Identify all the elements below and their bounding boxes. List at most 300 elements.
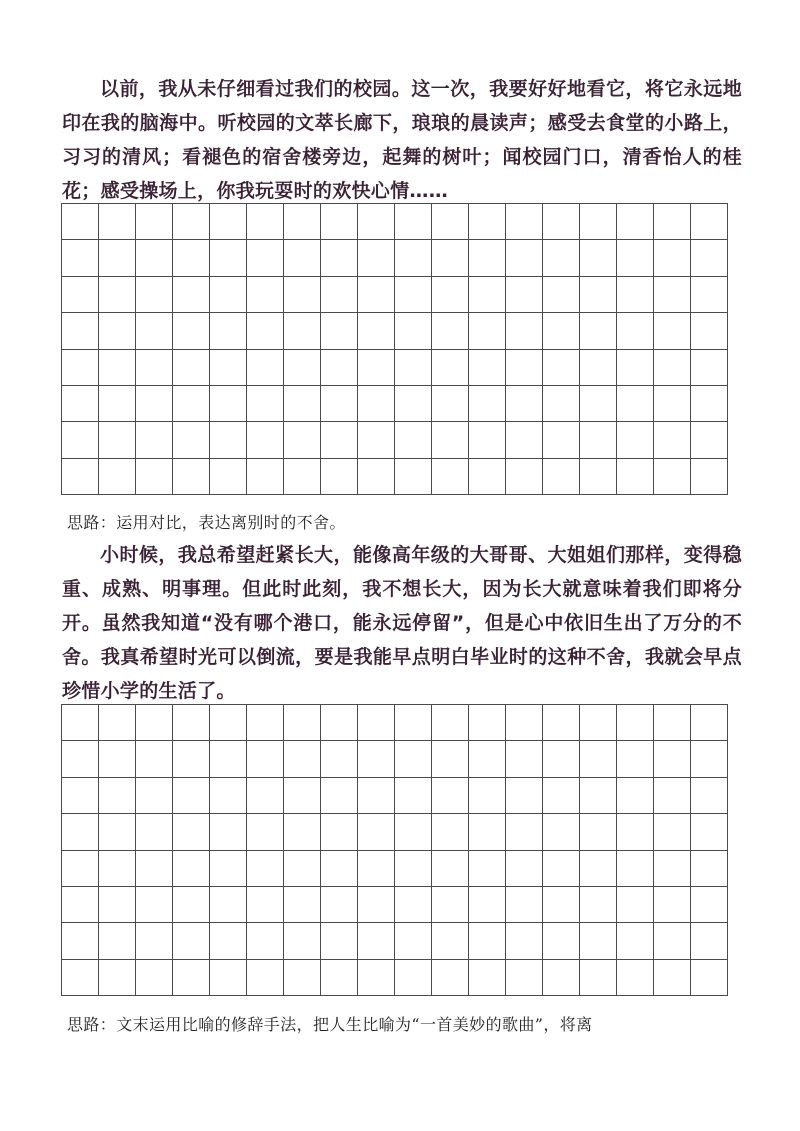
grid-cell <box>617 814 654 850</box>
grid-cell <box>136 923 173 959</box>
grid-cell <box>617 850 654 886</box>
grid-cell <box>284 240 321 276</box>
grid-cell <box>617 741 654 777</box>
grid-cell <box>617 276 654 312</box>
grid-cell <box>99 814 136 850</box>
grid-cell <box>432 959 469 995</box>
grid-cell <box>210 705 247 741</box>
grid-cell <box>580 777 617 813</box>
grid-cell <box>543 276 580 312</box>
grid-cell <box>691 422 728 458</box>
grid-cell <box>506 349 543 385</box>
grid-cell <box>432 705 469 741</box>
grid-cell <box>284 705 321 741</box>
grid-cell <box>580 850 617 886</box>
grid-cell <box>284 777 321 813</box>
grid-row <box>62 850 728 886</box>
grid-cell <box>691 313 728 349</box>
grid-cell <box>284 458 321 494</box>
grid-cell <box>321 204 358 240</box>
grid-cell <box>284 814 321 850</box>
grid-cell <box>543 886 580 922</box>
grid-cell <box>654 276 691 312</box>
grid-cell <box>691 385 728 421</box>
grid-cell <box>358 777 395 813</box>
grid-cell <box>173 349 210 385</box>
grid-cell <box>210 276 247 312</box>
grid-cell <box>62 422 99 458</box>
grid-cell <box>99 204 136 240</box>
grid-cell <box>284 886 321 922</box>
grid-cell <box>469 385 506 421</box>
grid-cell <box>469 458 506 494</box>
grid-cell <box>395 850 432 886</box>
grid-cell <box>173 385 210 421</box>
grid-cell <box>210 349 247 385</box>
grid-row <box>62 705 728 741</box>
grid-cell <box>580 741 617 777</box>
grid-cell <box>580 313 617 349</box>
grid-cell <box>432 923 469 959</box>
grid-cell <box>395 240 432 276</box>
grid-cell <box>173 741 210 777</box>
grid-cell <box>395 705 432 741</box>
grid-cell <box>210 422 247 458</box>
grid-cell <box>432 777 469 813</box>
grid-cell <box>506 777 543 813</box>
grid-cell <box>247 777 284 813</box>
grid-cell <box>617 705 654 741</box>
writing-grid-2 <box>61 704 728 996</box>
grid-cell <box>210 959 247 995</box>
grid-cell <box>136 705 173 741</box>
grid-cell <box>432 741 469 777</box>
grid-cell <box>99 240 136 276</box>
grid-cell <box>395 422 432 458</box>
grid-cell <box>358 886 395 922</box>
grid-cell <box>210 923 247 959</box>
grid-cell <box>210 313 247 349</box>
grid-cell <box>247 705 284 741</box>
grid-cell <box>136 349 173 385</box>
grid-cell <box>284 959 321 995</box>
grid-cell <box>691 276 728 312</box>
grid-cell <box>62 777 99 813</box>
grid-cell <box>321 422 358 458</box>
grid-cell <box>395 741 432 777</box>
grid-cell <box>617 422 654 458</box>
grid-cell <box>62 313 99 349</box>
grid-cell <box>506 276 543 312</box>
grid-cell <box>321 923 358 959</box>
grid-cell <box>395 385 432 421</box>
grid-cell <box>469 886 506 922</box>
grid-cell <box>506 204 543 240</box>
grid-cell <box>62 741 99 777</box>
grid-cell <box>580 959 617 995</box>
grid-cell <box>432 349 469 385</box>
grid-cell <box>62 959 99 995</box>
grid-cell <box>469 705 506 741</box>
grid-cell <box>543 814 580 850</box>
grid-cell <box>469 349 506 385</box>
grid-cell <box>543 741 580 777</box>
grid-cell <box>62 385 99 421</box>
grid-row <box>62 458 728 494</box>
grid-cell <box>617 385 654 421</box>
grid-cell <box>543 458 580 494</box>
grid-cell <box>99 705 136 741</box>
grid-row <box>62 923 728 959</box>
grid-cell <box>506 923 543 959</box>
grid-cell <box>247 349 284 385</box>
grid-cell <box>210 850 247 886</box>
grid-cell <box>543 313 580 349</box>
grid-cell <box>654 240 691 276</box>
grid-cell <box>580 458 617 494</box>
grid-cell <box>99 313 136 349</box>
grid-row <box>62 741 728 777</box>
grid-cell <box>210 240 247 276</box>
grid-cell <box>654 458 691 494</box>
grid-row <box>62 777 728 813</box>
grid-cell <box>395 777 432 813</box>
grid-cell <box>173 240 210 276</box>
grid-cell <box>358 741 395 777</box>
grid-cell <box>617 204 654 240</box>
grid-cell <box>321 777 358 813</box>
grid-cell <box>284 349 321 385</box>
grid-cell <box>506 240 543 276</box>
grid-cell <box>580 422 617 458</box>
grid-cell <box>580 349 617 385</box>
grid-cell <box>247 458 284 494</box>
grid-cell <box>62 705 99 741</box>
grid-cell <box>506 385 543 421</box>
grid-cell <box>543 959 580 995</box>
grid-cell <box>247 422 284 458</box>
grid-cell <box>321 850 358 886</box>
grid-cell <box>358 276 395 312</box>
grid-row <box>62 814 728 850</box>
grid-cell <box>358 850 395 886</box>
grid-cell <box>210 458 247 494</box>
grid-cell <box>358 814 395 850</box>
grid-cell <box>395 276 432 312</box>
grid-cell <box>469 422 506 458</box>
grid-cell <box>136 886 173 922</box>
grid-row <box>62 385 728 421</box>
grid-cell <box>62 814 99 850</box>
grid-row <box>62 240 728 276</box>
grid-cell <box>506 886 543 922</box>
grid-cell <box>62 349 99 385</box>
grid-cell <box>136 204 173 240</box>
grid-cell <box>284 923 321 959</box>
grid-cell <box>284 741 321 777</box>
grid-cell <box>691 923 728 959</box>
grid-cell <box>654 313 691 349</box>
grid-cell <box>691 741 728 777</box>
grid-cell <box>173 705 210 741</box>
grid-cell <box>691 705 728 741</box>
grid-cell <box>469 741 506 777</box>
grid-cell <box>469 959 506 995</box>
grid-cell <box>469 850 506 886</box>
grid-cell <box>358 458 395 494</box>
grid-cell <box>321 959 358 995</box>
grid-cell <box>173 814 210 850</box>
grid-cell <box>247 204 284 240</box>
grid-cell <box>469 814 506 850</box>
grid-cell <box>432 850 469 886</box>
grid-cell <box>580 705 617 741</box>
grid-cell <box>321 458 358 494</box>
grid-cell <box>469 923 506 959</box>
grid-cell <box>358 705 395 741</box>
grid-cell <box>691 458 728 494</box>
grid-cell <box>358 422 395 458</box>
grid-cell <box>580 886 617 922</box>
grid-cell <box>358 240 395 276</box>
grid-cell <box>358 204 395 240</box>
grid-cell <box>173 422 210 458</box>
grid-cell <box>136 777 173 813</box>
grid-cell <box>543 204 580 240</box>
grid-cell <box>691 850 728 886</box>
grid-cell <box>62 204 99 240</box>
grid-cell <box>321 385 358 421</box>
grid-cell <box>654 422 691 458</box>
grid-cell <box>395 814 432 850</box>
grid-cell <box>654 204 691 240</box>
grid-cell <box>432 385 469 421</box>
grid-cell <box>62 923 99 959</box>
approach-note-1: 思路：运用对比，表达离别时的不舍。 <box>67 513 346 532</box>
grid-cell <box>284 276 321 312</box>
grid-cell <box>284 850 321 886</box>
grid-cell <box>506 705 543 741</box>
grid-cell <box>247 313 284 349</box>
grid-cell <box>617 313 654 349</box>
grid-cell <box>654 349 691 385</box>
grid-cell <box>506 850 543 886</box>
grid-cell <box>62 458 99 494</box>
grid-cell <box>284 422 321 458</box>
grid-cell <box>395 313 432 349</box>
grid-row <box>62 313 728 349</box>
grid-cell <box>247 959 284 995</box>
grid-cell <box>543 923 580 959</box>
grid-cell <box>432 422 469 458</box>
grid-cell <box>99 741 136 777</box>
grid-cell <box>136 422 173 458</box>
grid-cell <box>395 886 432 922</box>
grid-cell <box>321 814 358 850</box>
grid-cell <box>358 349 395 385</box>
grid-cell <box>469 240 506 276</box>
grid-cell <box>543 385 580 421</box>
grid-cell <box>691 349 728 385</box>
grid-cell <box>691 240 728 276</box>
grid-cell <box>247 741 284 777</box>
grid-cell <box>210 204 247 240</box>
grid-cell <box>617 886 654 922</box>
grid-cell <box>136 850 173 886</box>
grid-cell <box>617 240 654 276</box>
grid-cell <box>247 886 284 922</box>
grid-cell <box>691 959 728 995</box>
grid-cell <box>321 349 358 385</box>
grid-cell <box>173 313 210 349</box>
grid-cell <box>580 814 617 850</box>
grid-cell <box>210 741 247 777</box>
grid-cell <box>506 422 543 458</box>
grid-cell <box>691 814 728 850</box>
grid-cell <box>654 959 691 995</box>
grid-cell <box>691 777 728 813</box>
grid-cell <box>99 458 136 494</box>
grid-cell <box>506 458 543 494</box>
grid-cell <box>506 959 543 995</box>
grid-cell <box>136 741 173 777</box>
grid-row <box>62 959 728 995</box>
grid-cell <box>99 276 136 312</box>
grid-cell <box>358 923 395 959</box>
grid-cell <box>395 959 432 995</box>
grid-cell <box>173 204 210 240</box>
grid-cell <box>617 959 654 995</box>
grid-cell <box>395 349 432 385</box>
grid-cell <box>136 814 173 850</box>
approach-note-2: 思路：文末运用比喻的修辞手法，把人生比喻为“一首美妙的歌曲”，将离 <box>67 1015 593 1034</box>
grid-cell <box>395 458 432 494</box>
grid-cell <box>284 385 321 421</box>
grid-cell <box>654 814 691 850</box>
grid-cell <box>543 850 580 886</box>
writing-grid-1 <box>61 203 728 495</box>
grid-cell <box>432 814 469 850</box>
grid-cell <box>62 240 99 276</box>
grid-cell <box>654 777 691 813</box>
grid-cell <box>432 313 469 349</box>
grid-cell <box>358 313 395 349</box>
grid-cell <box>136 959 173 995</box>
grid-cell <box>136 458 173 494</box>
grid-cell <box>543 777 580 813</box>
grid-cell <box>358 959 395 995</box>
grid-cell <box>506 741 543 777</box>
grid-cell <box>99 886 136 922</box>
grid-cell <box>654 385 691 421</box>
grid-cell <box>543 705 580 741</box>
grid-cell <box>543 349 580 385</box>
grid-row <box>62 204 728 240</box>
grid-cell <box>173 276 210 312</box>
grid-cell <box>247 850 284 886</box>
grid-cell <box>580 385 617 421</box>
grid-cell <box>62 850 99 886</box>
grid-cell <box>284 204 321 240</box>
grid-cell <box>469 777 506 813</box>
grid-cell <box>654 741 691 777</box>
grid-cell <box>432 240 469 276</box>
grid-cell <box>321 240 358 276</box>
grid-cell <box>136 385 173 421</box>
grid-cell <box>136 276 173 312</box>
grid-cell <box>99 349 136 385</box>
grid-cell <box>580 240 617 276</box>
grid-cell <box>432 458 469 494</box>
grid-cell <box>654 850 691 886</box>
grid-cell <box>580 204 617 240</box>
grid-cell <box>358 385 395 421</box>
grid-cell <box>173 886 210 922</box>
grid-cell <box>580 276 617 312</box>
grid-cell <box>469 276 506 312</box>
grid-cell <box>506 814 543 850</box>
grid-cell <box>395 204 432 240</box>
grid-cell <box>432 276 469 312</box>
grid-cell <box>173 923 210 959</box>
grid-row <box>62 886 728 922</box>
grid-cell <box>99 422 136 458</box>
grid-cell <box>247 385 284 421</box>
grid-cell <box>691 886 728 922</box>
grid-cell <box>617 349 654 385</box>
grid-cell <box>321 313 358 349</box>
grid-cell <box>173 777 210 813</box>
grid-cell <box>432 204 469 240</box>
grid-cell <box>654 923 691 959</box>
grid-cell <box>469 204 506 240</box>
grid-row <box>62 349 728 385</box>
grid-cell <box>173 850 210 886</box>
grid-cell <box>99 777 136 813</box>
grid-cell <box>469 313 506 349</box>
grid-cell <box>99 959 136 995</box>
essay-passage-2: 小时候，我总希望赶紧长大，能像高年级的大哥哥、大姐姐们那样，变得稳重、成熟、明事理。但此时此刻，我不想长大，因为长大就意味着我们即将分开。虽然我知道“没有哪个港口，能永远停留”，但是心中依旧生出了万分的不舍。我真希望时光可以倒流，要是我能早点明白毕业时的这种不舍，我就会早点珍惜小学的生活了。 <box>62 544 742 702</box>
grid-cell <box>210 777 247 813</box>
grid-cell <box>173 959 210 995</box>
grid-cell <box>136 313 173 349</box>
grid-cell <box>99 385 136 421</box>
grid-cell <box>691 204 728 240</box>
grid-cell <box>395 923 432 959</box>
grid-cell <box>321 705 358 741</box>
grid-cell <box>321 276 358 312</box>
grid-cell <box>543 422 580 458</box>
grid-cell <box>173 458 210 494</box>
grid-cell <box>99 923 136 959</box>
grid-cell <box>210 886 247 922</box>
grid-cell <box>506 313 543 349</box>
grid-cell <box>321 886 358 922</box>
grid-cell <box>580 923 617 959</box>
grid-cell <box>654 705 691 741</box>
grid-cell <box>247 814 284 850</box>
grid-cell <box>617 923 654 959</box>
grid-cell <box>432 886 469 922</box>
grid-cell <box>210 814 247 850</box>
grid-row <box>62 276 728 312</box>
grid-cell <box>284 313 321 349</box>
grid-cell <box>321 741 358 777</box>
grid-row <box>62 422 728 458</box>
grid-cell <box>99 850 136 886</box>
grid-cell <box>247 276 284 312</box>
grid-cell <box>617 458 654 494</box>
